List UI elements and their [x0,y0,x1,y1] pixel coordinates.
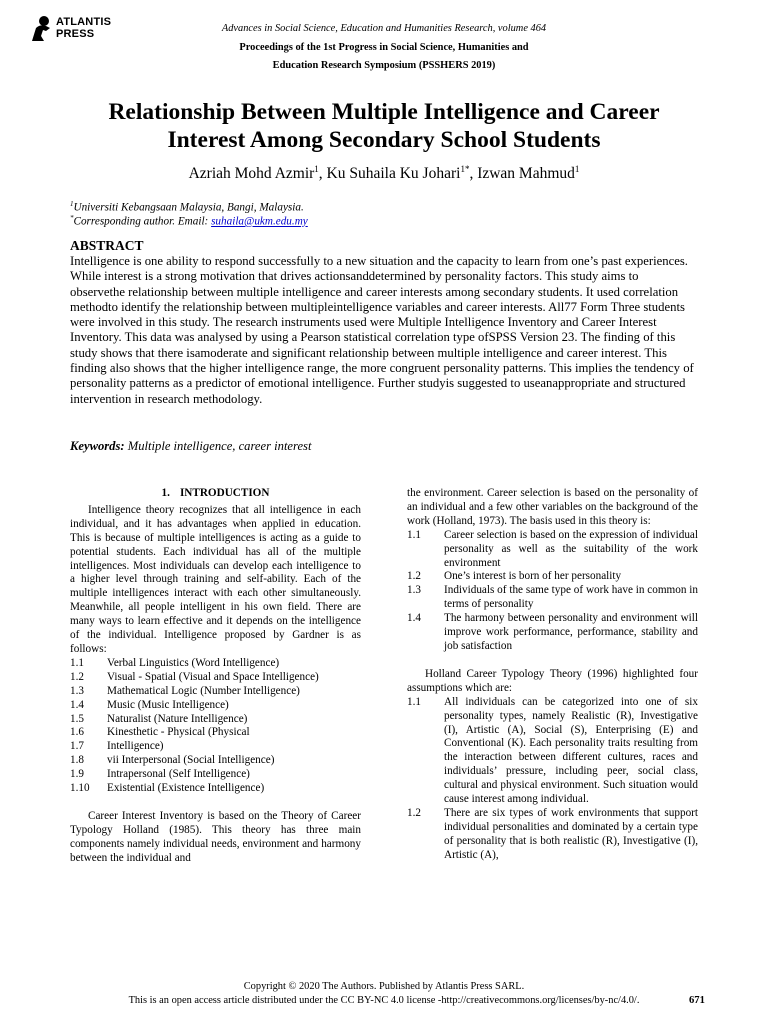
corresponding-author: *Corresponding author. Email: suhaila@ukm.edu.my [70,214,308,228]
list-item: 1.3 Individuals of the same type of work have in common in terms of personality [407,584,698,611]
atlas-figure-icon [30,14,52,42]
list-item: 1.3 Mathematical Logic (Number Intelligence) [70,684,300,697]
list-item: 1.6 Kinesthetic - Physical (Physical [70,726,250,739]
list-item: 1.9 Intrapersonal (Self Intelligence) [70,768,250,781]
section-heading: 1. INTRODUCTION [161,487,270,499]
list-item: 1.5 Naturalist (Nature Intelligence) [70,712,248,725]
list-item: 1.4 The harmony between personality and environment will improve work performance, performance, stability and job satisfaction [407,612,698,652]
list-item: 1.1 All individuals can be categorized into one of six personality types, namely Realistic (R), Investigative (I), Artistic (A), Social (S), Enterprising (E) and Conventional (K). Each personality traits resulting from the interaction between different cultures, races and individuals’ pressure, including peer, social class, cultural and physical environment. Such situation would cause interest among individual. [407,695,698,806]
list-item: 1.8 vii Interpersonal (Social Intelligence) [70,754,275,767]
list-item: 1.7 Intelligence) [70,740,164,753]
assumptions-list [407,696,698,863]
author-name: Ku Suhaila Ku Johari [326,165,461,183]
intro-paragraph: the environment. Career selection is based on the personality of an individual and a few other variables on the background of the work (Holland, 1973). The basis used in this theory is: [407,487,698,527]
keywords-text: Multiple intelligence, career interest [127,439,312,453]
list-item: 1.10 Existential (Existence Intelligence) [70,782,265,795]
left-column [70,487,361,866]
abstract-heading: ABSTRACT [70,238,144,253]
author-name: Izwan Mahmud [477,165,575,183]
affiliation: $^1$Universiti Kebangsaan Malaysia, Bangi, Malaysia. [70,200,304,214]
copyright-notice: Copyright © 2020 The Authors. Published by Atlantis Press SARL. [243,981,525,992]
intro-paragraph: Holland Career Typology Theory (1996) highlighted four assumptions which are: [407,667,698,694]
list-item: 1.4 Music (Music Intelligence) [70,698,229,711]
theory-basis-list [407,529,698,654]
list-item: 1.1 Career selection is based on the expression of individual personality as well as the suitability of the work environment [407,528,698,569]
paper-title: Relationship Between Multiple Intelligence and Career Interest Among Secondary School Students [108,99,660,153]
list-item: 1.2 There are six types of work environments that support individual personalities and dominated by a certain type of personality that is both realistic (R), Investigative (I), Artistic (A), [407,806,698,861]
intro-paragraph: Career Interest Inventory is based on the Theory of Career Typology Holland (1985). This theory has three main components namely individual needs, environment and harmony between the individual and [70,809,361,864]
intro-paragraph: Intelligence theory recognizes that all intelligence in each individual, and it has advantages when applied in education. This is because of multiple intelligences is acting as a guide to potential students. Each individual has all of the multiple intelligences. Most individuals can develop each intelligence to a higher level through training and self-ability. Each of the multiple intelligences interact with each other simultaneously. Meanwhile, all people intelligent in his own field. There are many ways to learn effective and it depends on the intelligence of the individual. Intelligence proposed by Gardner is as follows: [70,503,361,655]
abstract-text: Intelligence is one ability to respond successfully to a new situation and the capacity to learn from one’s past experiences. While interest is a strong motivation that drives actionsanddetermined by personality factors. This study aims to observethe relationship between multiple intelligence and career interests among secondary students. It used correlation methodto identify the relationship between multipleintelligence variables and career interests. All77 Form Three students were involved in this study. The research instruments used were Multiple Intelligence Inventory and Career Interest Inventory. This data was analysed by using a Pearson statistical correlation type ofSPSS Version 23. The finding of this study shows that there isamoderate and significant relationship between multiple intelligence and career interest. This finding also shows that the higher intelligence range, the more congruent personality patterns. This implies the tendency of personality patterns as a predictor of emotional intelligence. Further studyis suggested to useanappropriate and structured intervention in research methodology. [70,254,694,406]
proceedings-title-line2: Education Research Symposium (PSSHERS 2019) [272,60,496,71]
list-item: 1.1 Verbal Linguistics (Word Intelligence) [70,656,280,669]
publisher-logo [30,14,111,42]
intelligence-list [70,657,361,796]
journal-series: Advances in Social Science, Education and Humanities Research, volume 464 [221,23,547,34]
author-list: Azriah Mohd Azmir$^1$, Ku Suhaila Ku Johari$^{1*}$, Izwan Mahmud$^1$ [188,164,580,183]
keywords [70,438,694,454]
email-link[interactable]: suhaila@ukm.edu.my [211,215,308,228]
page-number: 671 [689,995,705,1006]
author-name: Azriah Mohd Azmir [188,165,315,183]
proceedings-title-line1: Proceedings of the 1st Progress in Social Science, Humanities and [239,42,529,53]
license-notice: This is an open access article distributed under the CC BY-NC 4.0 license -http://creativecommons.org/licenses/by-nc/4.0/. [128,995,640,1006]
keywords-label: Keywords: [70,439,125,453]
right-column [407,487,698,863]
list-item: 1.2 Visual - Spatial (Visual and Space Intelligence) [70,670,319,683]
list-item: 1.2 One’s interest is born of her personality [407,570,622,583]
publisher-name: ATLANTIS PRESS [56,16,112,40]
